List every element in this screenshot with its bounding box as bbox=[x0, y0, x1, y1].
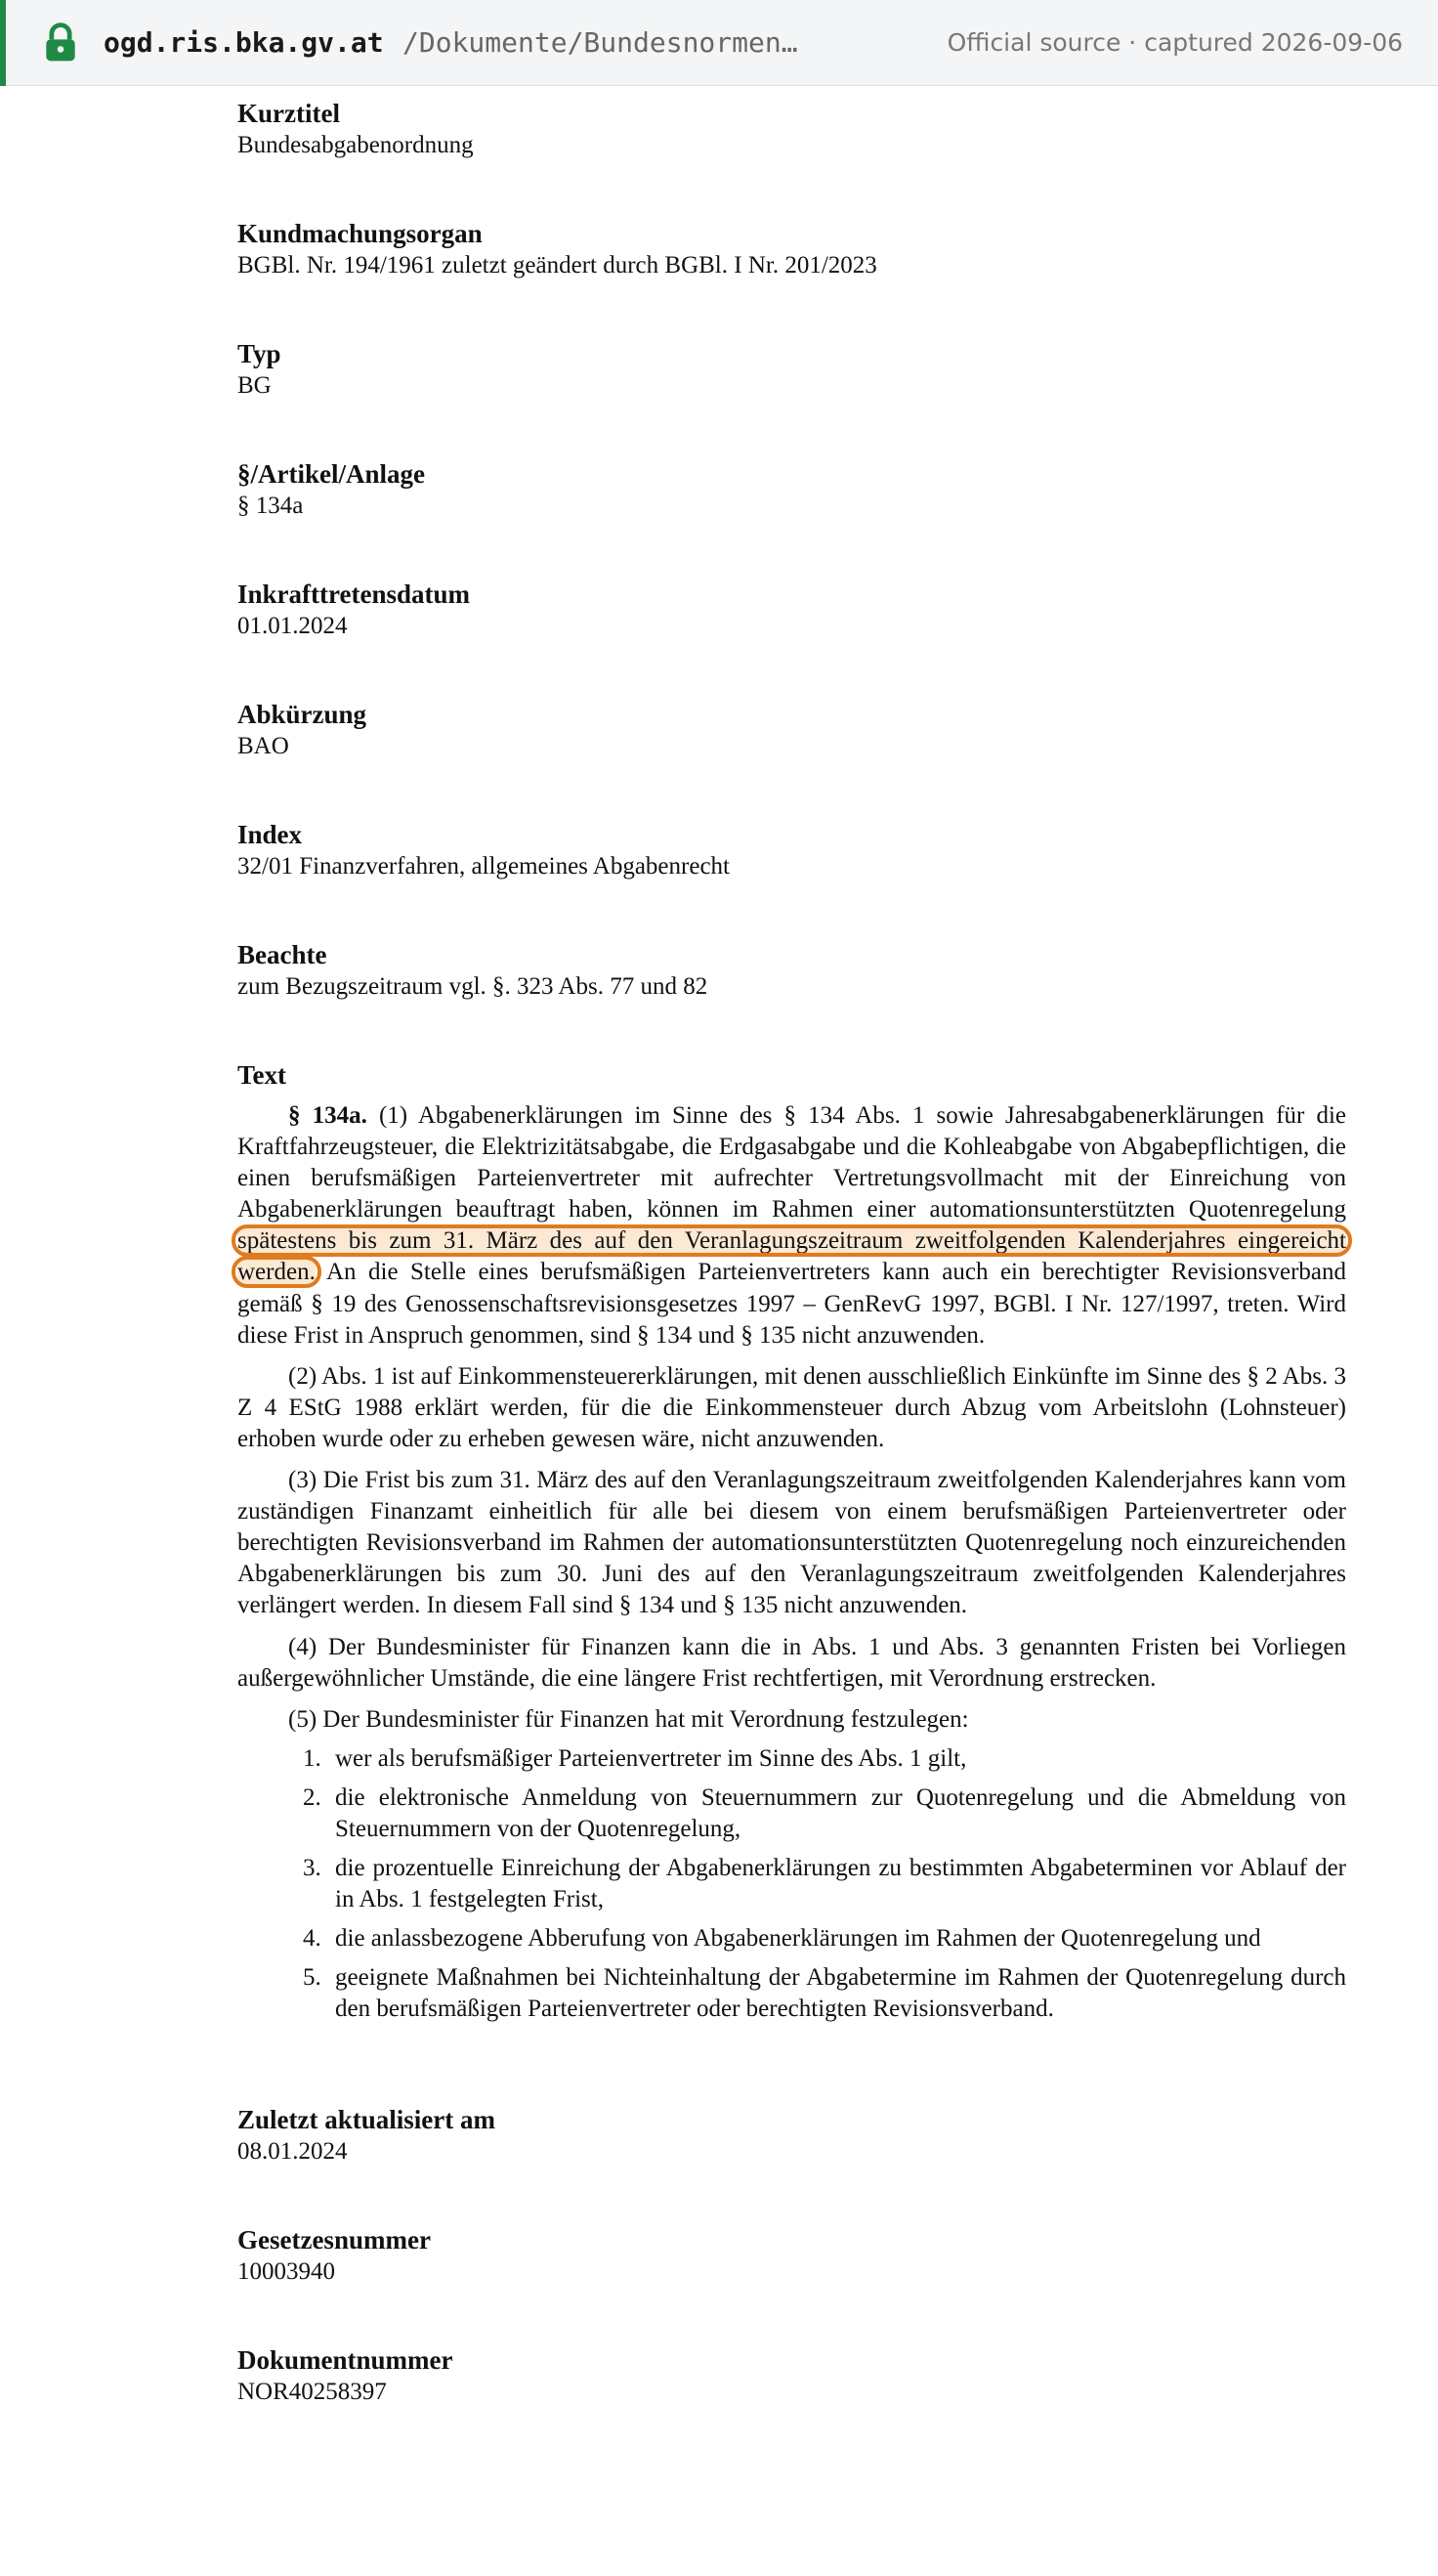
document-content bbox=[237, 98, 1346, 2465]
field-label: Kundmachungsorgan bbox=[237, 219, 483, 248]
field-beachte bbox=[237, 939, 1346, 1004]
field-label: Gesetzesnummer bbox=[237, 2224, 431, 2254]
field-value: § 134a bbox=[237, 493, 304, 519]
highlighted-deadline: spätestens bis zum 31. März des auf den Veranlagungszeitraum zweitfolgenden Kalenderjahres eingereicht werden. bbox=[237, 1227, 1346, 1286]
paragraph-4: (4) Der Bundesminister für Finanzen kann die in Abs. 1 und Abs. 3 genannten Fristen bei Vorliegen außergewöhnlicher Umstände, die eine längere Frist rechtfertigen, mit Verordnung erstrecken. bbox=[237, 1633, 1346, 1692]
field-value: BAO bbox=[237, 733, 289, 759]
list-item: 2. die elektronische Anmeldung von Steuernummern zur Quotenregelung und die Abmeldung von Steuernummern von der Quotenregelung, bbox=[327, 1782, 1346, 1845]
paragraph-3: (3) Die Frist bis zum 31. März des auf den Veranlagungszeitraum zweitfolgenden Kalenderjahres kann vom zuständigen Finanzamt einheitlich für alle bei diesem von einem berufsmäßigen Parteienvertreter oder berechtigten Revisionsverband im Rahmen der automationsunterstützten Quotenregelung noch einzureichenden Abgabenerklärungen bis zum 30. Juni des auf den Veranlagungszeitraum zweitfolgenden Kalenderjahres verlängert werden. In diesem Fall sind § 134 und § 135 nicht anzuwenden. bbox=[237, 1467, 1346, 1619]
lock-icon bbox=[39, 21, 82, 64]
field-label: §/Artikel/Anlage bbox=[237, 459, 425, 489]
field-label: Typ bbox=[237, 339, 281, 368]
field-value: zum Bezugszeitraum vgl. §. 323 Abs. 77 und 82 bbox=[237, 973, 708, 1000]
text-section-label: Text bbox=[237, 1060, 287, 1090]
ordinance-list bbox=[237, 1743, 1346, 2025]
metadata-fields bbox=[237, 98, 1346, 1004]
list-item: 1. wer als berufsmäßiger Parteienvertreter im Sinne des Abs. 1 gilt, bbox=[327, 1743, 1346, 1775]
address-bar[interactable] bbox=[0, 0, 1438, 86]
section-number: § 134a. bbox=[288, 1102, 367, 1129]
field-label: Beachte bbox=[237, 940, 327, 969]
field-value: 01.01.2024 bbox=[237, 613, 348, 639]
field-zuletzt-aktualisiert-am bbox=[237, 2104, 1346, 2168]
field-value: 32/01 Finanzverfahren, allgemeines Abgabenrecht bbox=[237, 853, 730, 880]
field-value: NOR40258397 bbox=[237, 2378, 387, 2405]
field-value: 08.01.2024 bbox=[237, 2137, 348, 2165]
field-index bbox=[237, 819, 1346, 883]
url-path: /Dokumente/Bundesnormen… bbox=[402, 26, 798, 59]
field-dokumentnummer bbox=[237, 2344, 1346, 2409]
paragraph-2: (2) Abs. 1 ist auf Einkommensteuererklärungen, mit denen ausschließlich Einkünfte im Sinne des § 2 Abs. 3 Z 4 EStG 1988 erklärt werden, für die die Einkommensteuer durch Abzug vom Arbeitslohn (Lohnsteuer) erhoben wurde oder zu erheben gewesen wäre, nicht anzuwenden. bbox=[237, 1362, 1346, 1452]
field-label: Inkrafttretensdatum bbox=[237, 580, 470, 609]
list-item: 3. die prozentuelle Einreichung der Abgabenerklärungen zu bestimmten Abgabeterminen vor Ablauf der in Abs. 1 festgelegten Frist, bbox=[327, 1853, 1346, 1915]
text-section bbox=[237, 1059, 1346, 2025]
field-gesetzesnummer bbox=[237, 2224, 1346, 2289]
capture-note: Official source · captured 2026-09-06 bbox=[947, 28, 1403, 57]
secure-accent-strip bbox=[0, 0, 6, 86]
field-label: Dokumentnummer bbox=[237, 2344, 453, 2375]
field-label: Index bbox=[237, 820, 303, 849]
metadata-fields-bottom bbox=[237, 2081, 1346, 2409]
field-value: Bundesabgabenordnung bbox=[237, 132, 474, 158]
list-item: 4. die anlassbezogene Abberufung von Abgabenerklärungen im Rahmen der Quotenregelung und bbox=[327, 1923, 1346, 1954]
field-value: BG bbox=[237, 372, 272, 399]
field-kundmachungsorgan bbox=[237, 218, 1346, 282]
url-host: ogd.ris.bka.gv.at bbox=[104, 26, 384, 59]
field-label: Abkürzung bbox=[237, 700, 367, 729]
field-abkurzung bbox=[237, 699, 1346, 763]
field-kurztitel bbox=[237, 98, 1346, 162]
paragraph-1-part-b: An die Stelle eines berufsmäßigen Parteienvertreters kann auch ein berechtigter Revisionsverband gemäß § 19 des Genossenschaftsrevisionsgesetzes 1997 – GenRevG 1997, BGBl. I Nr. 127/1997, treten. Wird diese Frist in Anspruch genommen, sind § 134 und § 135 nicht anzuwenden. bbox=[237, 1259, 1346, 1349]
paragraph-1 bbox=[237, 1100, 1346, 1352]
field-label: Zuletzt aktualisiert am bbox=[237, 2104, 495, 2134]
field-label: Kurztitel bbox=[237, 99, 340, 128]
field-inkrafttretensdatum bbox=[237, 579, 1346, 643]
field-value: BGBl. Nr. 194/1961 zuletzt geändert durch BGBl. I Nr. 201/2023 bbox=[237, 252, 877, 279]
paragraph-1-part-a: (1) Abgabenerklärungen im Sinne des § 134 Abs. 1 sowie Jahresabgabenerklärungen für die Kraftfahrzeugsteuer, die Elektrizitätsabgabe, die Erdgasabgabe und die Kohleabgabe von Abgabepflichtigen, die einen berufsmäßigen Parteienvertreter mit aufrechter Vertretungsvollmacht mit der Einreichung von Abgabenerklärungen beauftragt haben, können im Rahmen einer automationsunterstützten Quotenregelung bbox=[237, 1102, 1347, 1224]
field-typ bbox=[237, 338, 1346, 403]
field-value: 10003940 bbox=[237, 2257, 335, 2285]
list-item: 5. geeignete Maßnahmen bei Nichteinhaltung der Abgabetermine im Rahmen der Quotenregelung durch den berufsmäßigen Parteienvertreter oder berechtigten Revisionsverband. bbox=[327, 1962, 1346, 2025]
paragraph-5: (5) Der Bundesminister für Finanzen hat mit Verordnung festzulegen: bbox=[288, 1705, 969, 1733]
field-artikel-anlage bbox=[237, 458, 1346, 523]
